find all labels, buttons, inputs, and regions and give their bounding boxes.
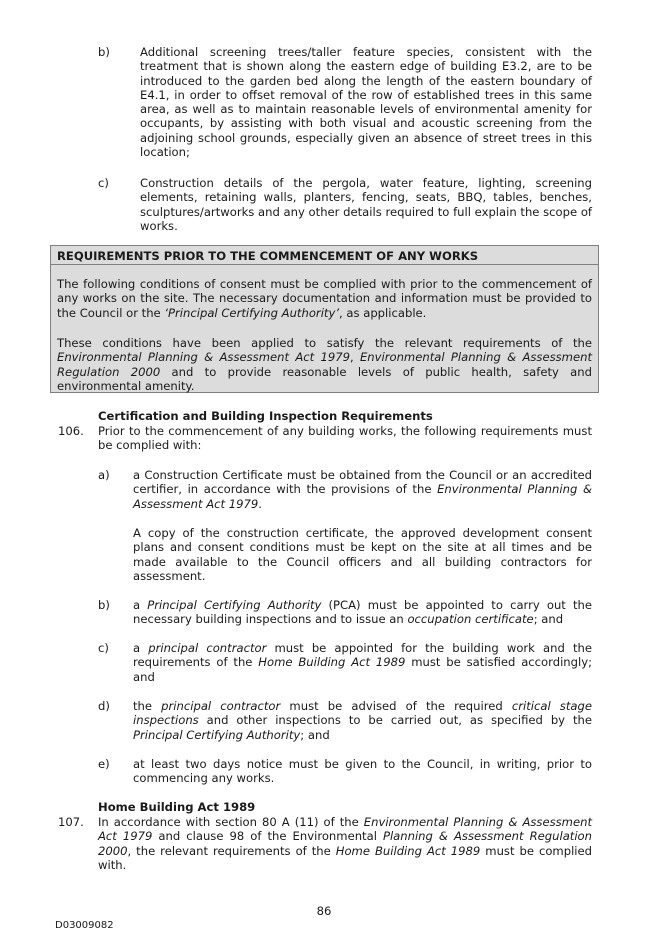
condition-106-d-label: d) [98, 699, 110, 713]
condition-106-a-label: a) [98, 468, 110, 482]
requirements-paragraph-2: These conditions have been applied to satisfy the relevant requirements of the Environmental Planning & Assessment Act 1979, Environmental Planning & Assessment Regulation 2000 and to provide reasonable levels of public health, safety and environmental amenity. [57, 336, 592, 393]
item-c-text: Construction details of the pergola, water feature, lighting, screening elements, retaining walls, planters, fencing, seats, BBQ, tables, benches, sculptures/artworks and any other details required to full explain the scope of works. [140, 176, 592, 233]
item-c-label: c) [98, 176, 109, 190]
condition-107-text: In accordance with section 80 A (11) of the Environmental Planning & Assessment Act 1979 and clause 98 of the Environmental Planning & Assessment Regulation 2000, the relevant requirements of the Home Building Act 1989 must be complied with. [98, 815, 593, 872]
condition-106-e-text: at least two days notice must be given to the Council, in writing, prior to commencing any works. [133, 757, 592, 786]
condition-106-d-text: the principal contractor must be advised of the required critical stage inspections and other inspections to be carried out, as specified by the Principal Certifying Authority; and [133, 699, 592, 742]
requirements-heading: REQUIREMENTS PRIOR TO THE COMMENCEMENT OF ANY WORKS [57, 249, 479, 263]
condition-106-a-text-2: A copy of the construction certificate, the approved development consent plans and consent conditions must be kept on the site at all times and be made available to the Council officers and all building contractors for assessment. [133, 526, 592, 583]
item-b-label: b) [98, 45, 110, 59]
condition-106-a-text: a Construction Certificate must be obtained from the Council or an accredited certifier, in accordance with the provisions of the Environmental Planning & Assessment Act 1979. [133, 468, 592, 511]
condition-107-heading: Home Building Act 1989 [98, 800, 256, 814]
page-number: 86 [316, 904, 332, 918]
condition-107-number: 107. [58, 815, 84, 829]
document-id: D03009082 [55, 920, 114, 931]
requirements-header [51, 246, 598, 265]
condition-106-c-label: c) [98, 641, 109, 655]
condition-106-b-text: a Principal Certifying Authority (PCA) must be appointed to carry out the necessary building inspections and to issue an occupation certificate; and [133, 598, 592, 627]
condition-106-heading: Certification and Building Inspection Requirements [98, 409, 433, 423]
requirements-box [50, 245, 599, 393]
condition-106-c-text: a principal contractor must be appointed for the building work and the requirements of the Home Building Act 1989 must be satisfied accordingly; and [133, 641, 592, 684]
requirements-paragraph-1: The following conditions of consent must be complied with prior to the commencement of any works on the site. The necessary documentation and information must be provided to the Council or the ‘Principal Certifying Authority’, as applicable. [57, 277, 592, 320]
item-b-text: Additional screening trees/taller feature species, consistent with the treatment that is shown along the eastern edge of building E3.2, are to be introduced to the garden bed along the length of the eastern boundary of E4.1, in order to offset removal of the row of established trees in this same area, as well as to maintain reasonable levels of environmental amenity for occupants, by assisting with both visual and acoustic screening from the adjoining school grounds, especially given an absence of street trees in this location; [140, 45, 592, 160]
condition-106-number: 106. [58, 424, 84, 438]
condition-106-b-label: b) [98, 598, 110, 612]
condition-106-e-label: e) [98, 757, 110, 771]
condition-106-intro: Prior to the commencement of any building works, the following requirements must be complied with: [98, 424, 592, 453]
